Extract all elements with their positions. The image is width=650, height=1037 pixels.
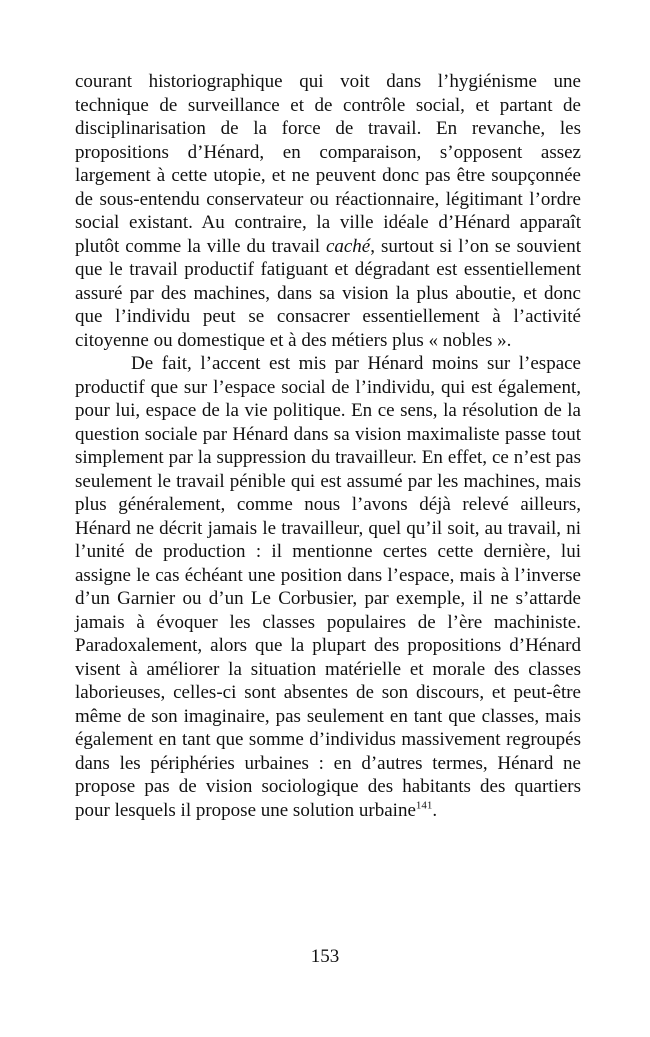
page-number: 153 [310, 946, 340, 967]
paragraph-1 [75, 70, 581, 352]
paragraph-2-trailing: . [432, 799, 438, 821]
paragraph-2 [75, 352, 581, 822]
paragraph-2-text: De fait, l’accent est mis par Hénard moins sur l’espace productif que sur l’espace social de l’individu, qui est également, pour lui, espace de la vie politique. En ce sens, la résolution de la question sociale par Hénard dans sa vision maximaliste passe tout simplement par la suppression du travailleur. En effet, ce n’est pas seulement le travail pénible qui est assumé par les machines, mais plus généralement, comme nous l’avons déjà relevé ailleurs, Hénard ne décrit jamais le travailleur, quel qu’il soit, au travail, ni l’unité de production : il mentionne certes cette dernière, lui assigne le cas échéant une position dans l’espace, mais à l’inverse d’un Garnier ou d’un Le Corbusier, par exemple, il ne s’attarde jamais à évoquer les classes populaires de l’ère machiniste. Paradoxalement, alors que la plupart des propositions d’Hénard visent à améliorer la situation matérielle et morale des classes laborieuses, celles-ci sont absentes de son discours, et peut-être même de son imaginaire, pas seulement en tant que classes, mais également en tant que somme d’individus massivement regroupés dans les périphéries urbaines : en d’autres termes, Hénard ne propose pas de vision sociologique des habitants des quartiers pour lesquels il propose une solution urbaine [75, 353, 581, 821]
footnote-reference[interactable]: 141 [415, 799, 433, 812]
italic-word-cache: caché [325, 235, 371, 257]
paragraph-1-text-b: , surtout si l’on se souvient que le travail productif fatiguant et dégradant est essentiellement assuré par des machines, dans sa vision la plus aboutie, et donc que l’individu peut se consacrer essentiellement à l’activité citoyenne ou domestique et à des métiers plus « nobles ». [75, 235, 581, 351]
paragraph-1-text-a: courant historiographique qui voit dans l’hygiénisme une technique de surveillance et de contrôle social, et partant de disciplinarisation de la force de travail. En revanche, les propositions d’Hénard, en comparaison, s’opposent assez largement à cette utopie, et ne peuvent donc pas être soupçonnée de sous-entendu conservateur ou réactionnaire, légitimant l’ordre social existant. Au contraire, la ville idéale d’Hénard apparaît plutôt comme la ville du travail [75, 71, 581, 257]
page-body [75, 70, 581, 822]
